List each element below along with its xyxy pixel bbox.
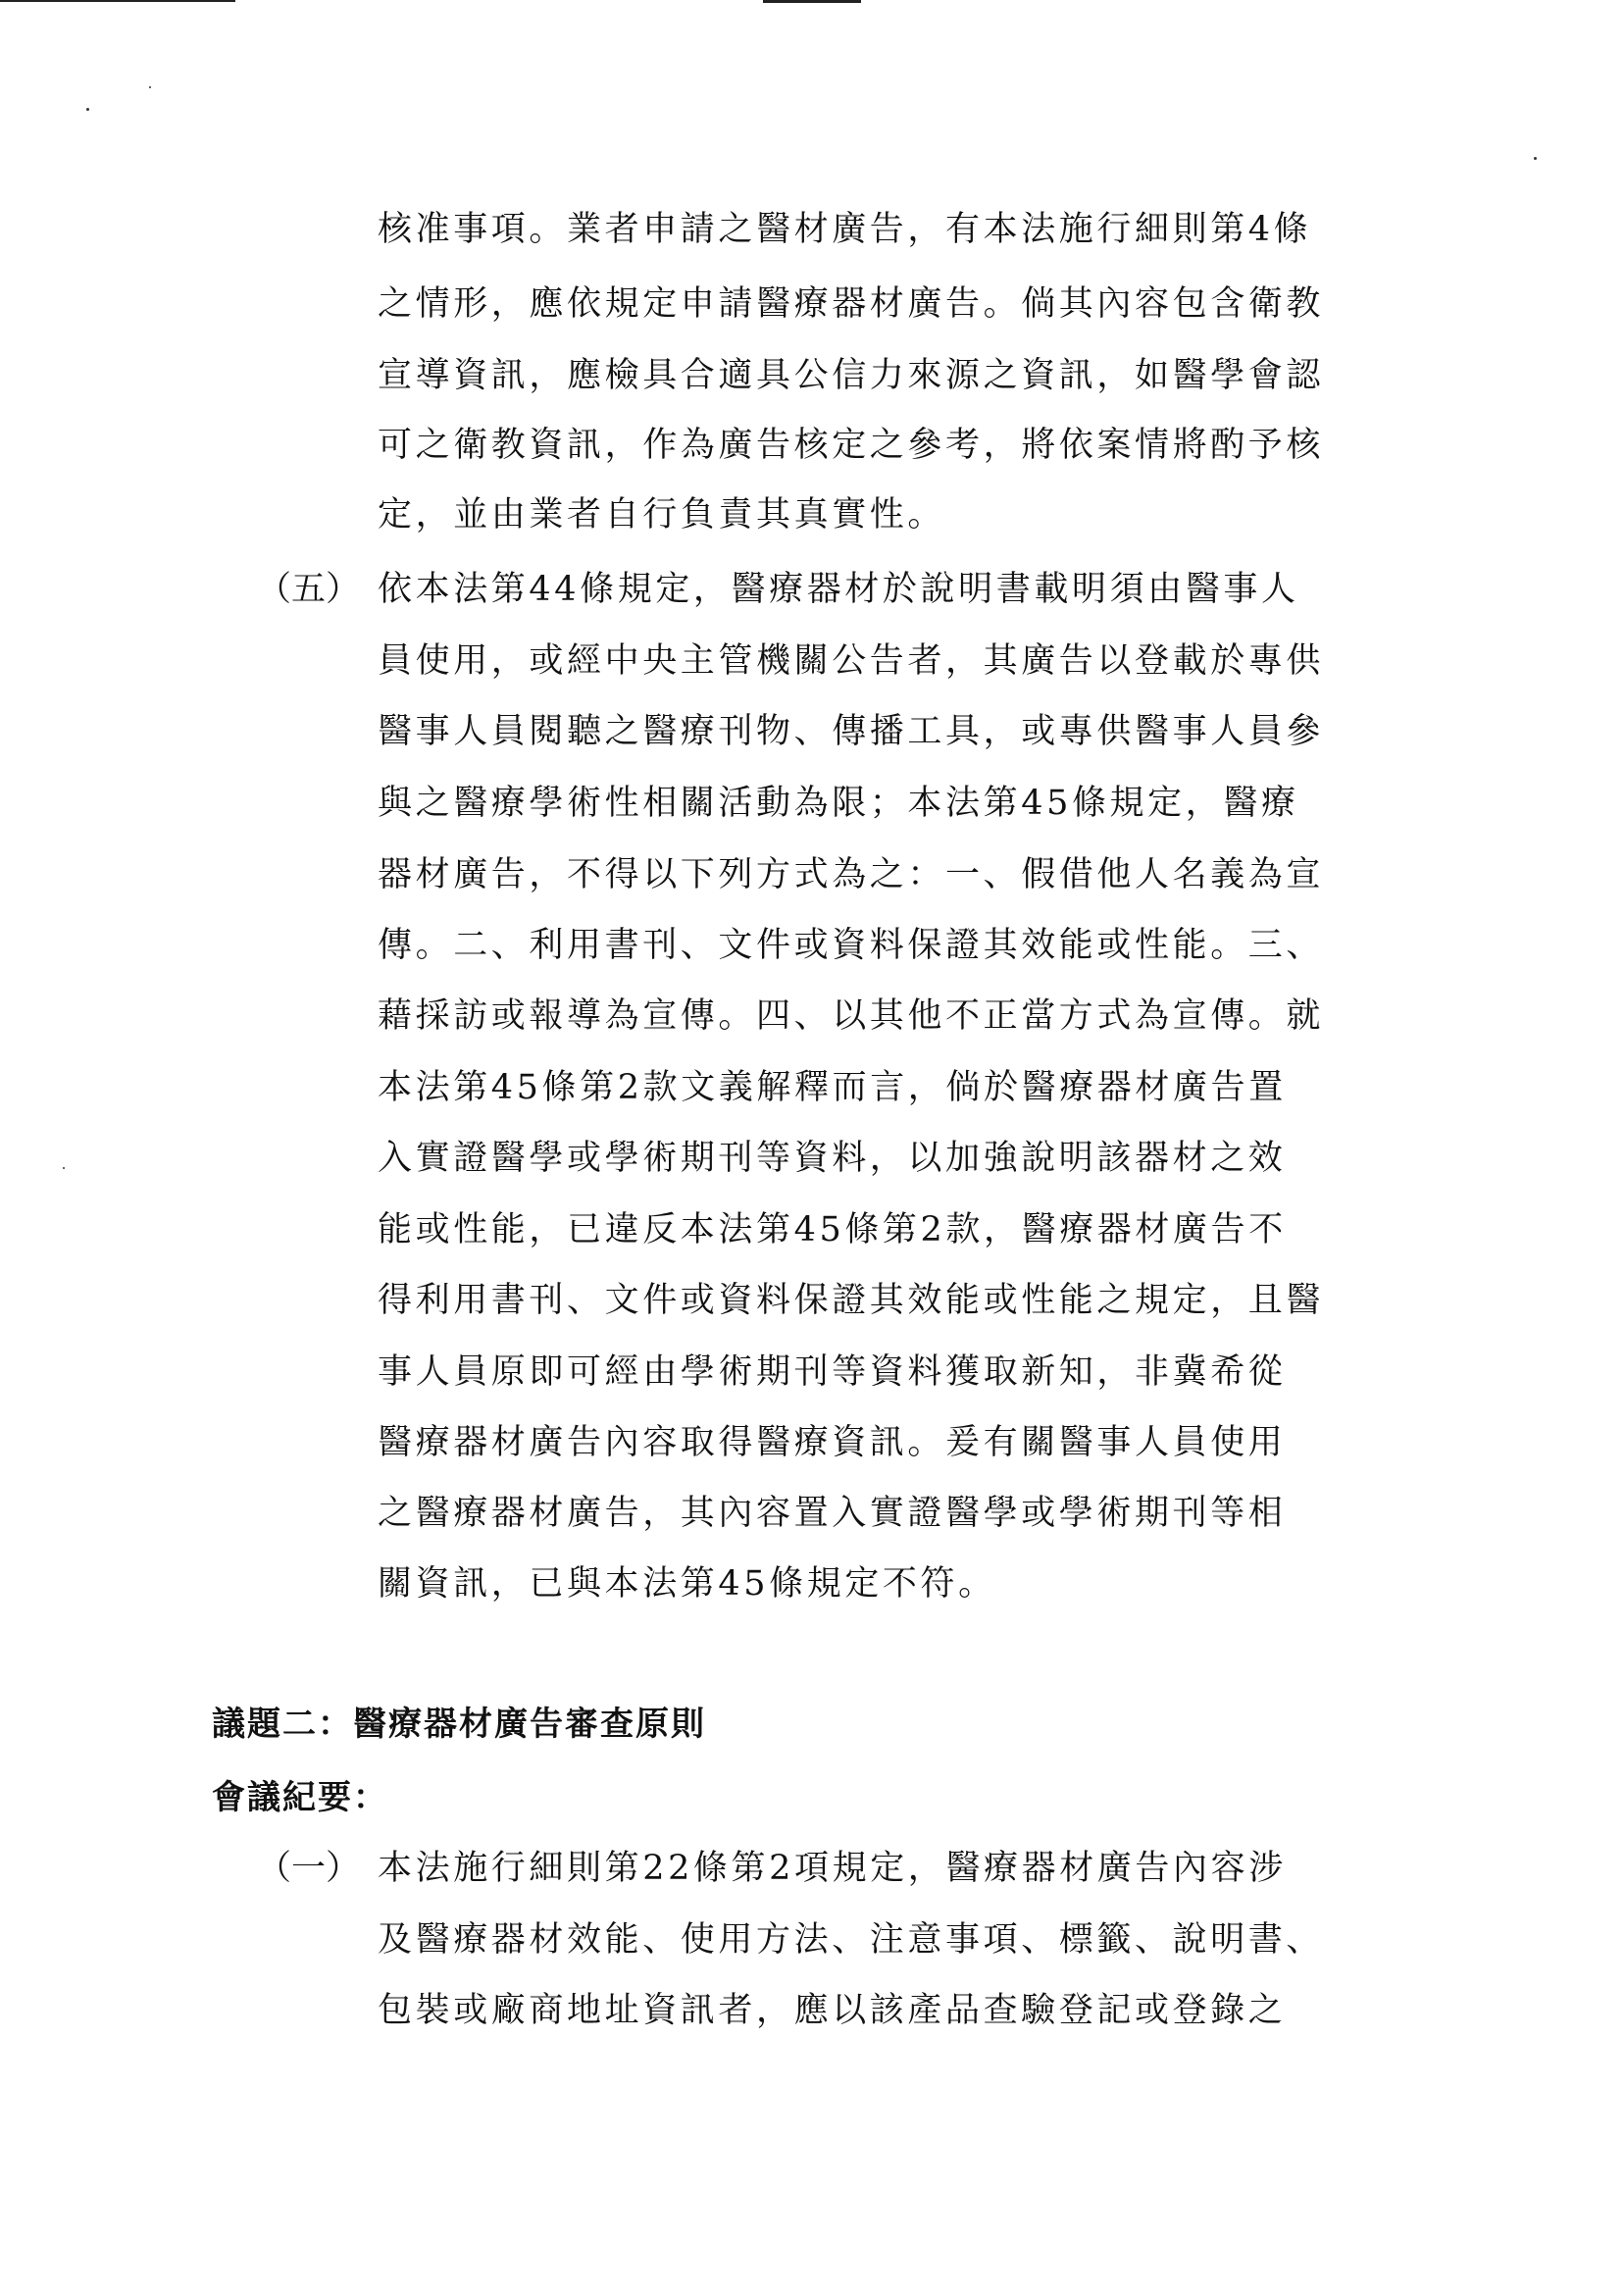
text-line: 之情形，應依規定申請醫療器材廣告。倘其內容包含衛教 xyxy=(378,284,1325,324)
text-line: 與之醫療學術性相關活動為限；本法第45條規定，醫療 xyxy=(378,784,1299,823)
text-line: 傳。二、利用書刊、文件或資料保證其效能或性能。三、 xyxy=(378,926,1325,965)
text-line: 醫事人員閱聽之醫療刊物、傳播工具，或專供醫事人員參 xyxy=(378,712,1325,751)
text-line: 之醫療器材廣告，其內容置入實證醫學或學術期刊等相 xyxy=(378,1494,1287,1533)
scan-edge-mark xyxy=(0,0,235,2)
text-line: 能或性能，已違反本法第45條第2款，醫療器材廣告不 xyxy=(378,1210,1287,1249)
text-line: 得利用書刊、文件或資料保證其效能或性能之規定，且醫 xyxy=(378,1281,1325,1320)
text-line: 包裝或廠商地址資訊者，應以該產品查驗登記或登錄之 xyxy=(378,1991,1287,2030)
text-line: 事人員原即可經由學術期刊等資料獲取新知，非冀希從 xyxy=(378,1352,1287,1392)
scan-speck xyxy=(63,1167,65,1169)
text-line: 定，並由業者自行負責其真實性。 xyxy=(378,495,946,535)
text-line: 本法第45條第2款文義解釋而言，倘於醫療器材廣告置 xyxy=(378,1068,1287,1107)
text-line: 可之衛教資訊，作為廣告核定之參考，將依案情將酌予核 xyxy=(378,426,1325,465)
list-marker: （五） xyxy=(257,570,361,609)
text-line: 核准事項。業者申請之醫材廣告，有本法施行細則第4條 xyxy=(378,210,1312,249)
list-marker: （一） xyxy=(257,1849,361,1888)
topic-heading: 議題二：醫療器材廣告審查原則 xyxy=(212,1705,706,1744)
text-line: 及醫療器材效能、使用方法、注意事項、標籤、說明書、 xyxy=(378,1920,1325,1960)
scan-speck xyxy=(1534,157,1537,160)
text-line: 藉採訪或報導為宣傳。四、以其他不正當方式為宣傳。就 xyxy=(378,996,1325,1036)
scan-speck xyxy=(86,108,89,111)
minutes-label: 會議紀要： xyxy=(212,1778,388,1817)
text-line: 醫療器材廣告內容取得醫療資訊。爰有關醫事人員使用 xyxy=(378,1423,1287,1462)
text-line: 器材廣告，不得以下列方式為之：一、假借他人名義為宣 xyxy=(378,855,1325,894)
scan-edge-mark xyxy=(763,0,861,3)
text-line: 入實證醫學或學術期刊等資料，以加強說明該器材之效 xyxy=(378,1139,1287,1178)
text-line: 員使用，或經中央主管機關公告者，其廣告以登載於專供 xyxy=(378,641,1325,681)
text-line: 依本法第44條規定，醫療器材於說明書載明須由醫事人 xyxy=(378,570,1299,609)
text-line: 宣導資訊，應檢具合適具公信力來源之資訊，如醫學會認 xyxy=(378,356,1325,395)
scan-speck xyxy=(149,86,151,88)
text-line: 關資訊，已與本法第45條規定不符。 xyxy=(378,1564,996,1604)
text-line: 本法施行細則第22條第2項規定，醫療器材廣告內容涉 xyxy=(378,1849,1287,1888)
